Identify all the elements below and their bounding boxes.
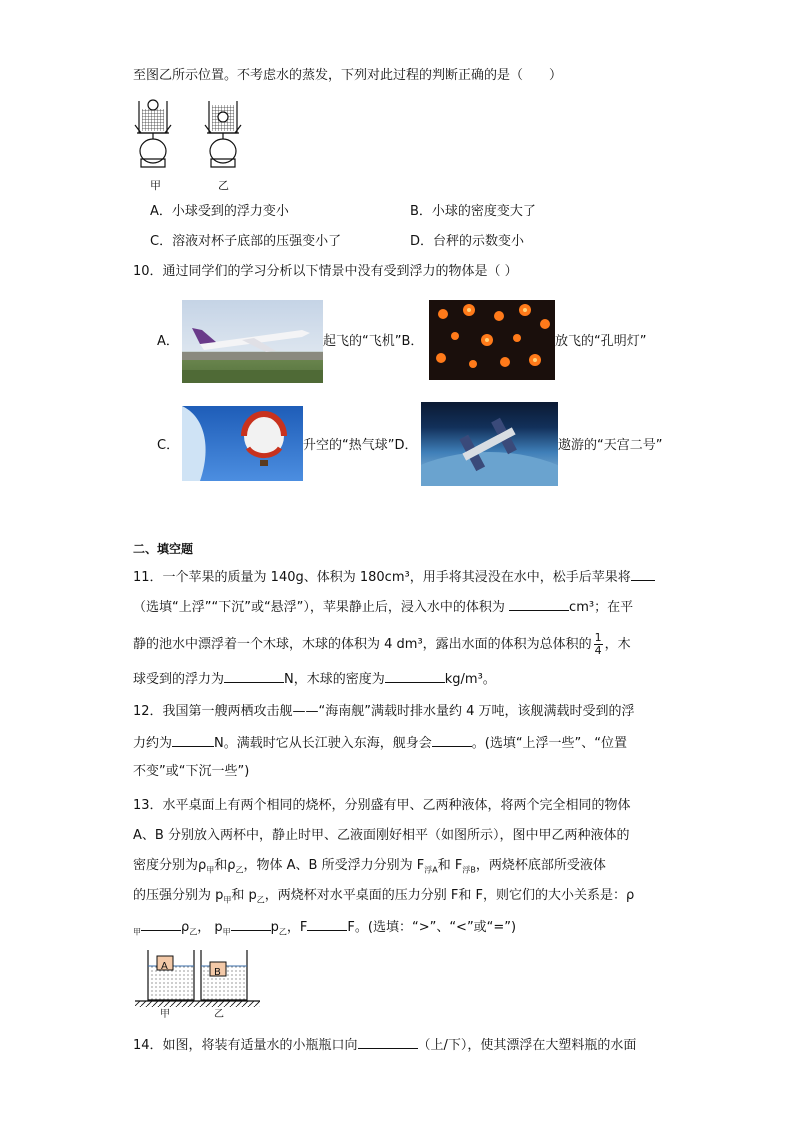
q12-line-2 — [133, 732, 627, 754]
sky-lanterns-photo — [429, 300, 555, 380]
fraction-numerator: 1 — [594, 631, 602, 644]
q9-fig-label-a: 甲 — [150, 179, 161, 192]
q14-text-1a: 14．如图，将装有适量水的小瓶瓶口向 — [133, 1038, 358, 1053]
q11-blank-3[interactable] — [224, 668, 284, 683]
q13-blank-3[interactable] — [307, 916, 347, 931]
q11-line-4 — [133, 668, 496, 690]
beaker-b — [201, 950, 247, 1000]
q13-text: 和ρ — [214, 858, 236, 873]
q11-text-3a: 静的池水中漂浮着一个木球，木球的体积为 4 dm³，露出水面的体积为总体积的 — [133, 637, 592, 652]
q12-text-2a: 力约为 — [133, 736, 173, 751]
q13-blank-1[interactable] — [141, 916, 181, 931]
q10-option-c-caption: 升空的“热气球”D． — [303, 438, 418, 453]
q11-blank-1[interactable] — [631, 566, 655, 581]
q12-blank-2[interactable] — [432, 732, 472, 747]
q13-text: ，F — [286, 920, 308, 935]
section-title: 二、填空题 — [133, 542, 194, 556]
q13-blank-2[interactable] — [231, 916, 271, 931]
q13-line-1: 13．水平桌面上有两个相同的烧杯，分别盛有甲、乙两种液体，将两个完全相同的物体 — [133, 798, 631, 813]
q13-text: 的压强分别为 p — [133, 888, 224, 903]
q13-fig-label-a: 甲 — [160, 1009, 170, 1020]
q11-line-1 — [133, 566, 655, 588]
q13-text: 和 p — [231, 888, 257, 903]
q11-blank-4[interactable] — [385, 668, 445, 683]
q9-stem-tail: 至图乙所示位置。不考虑水的蒸发，下列对此过程的判断正确的是（ ） — [133, 68, 563, 83]
airplane-photo — [182, 300, 323, 383]
q9-option-b: B．小球的密度变大了 — [410, 204, 536, 219]
fraction-denominator: 4 — [594, 644, 602, 657]
q13-subscript: 甲 — [223, 895, 232, 905]
object-a-label: A — [161, 961, 168, 972]
q13-subscript: 浮A — [424, 865, 438, 875]
q11-text-4c: kg/m³。 — [444, 672, 496, 687]
q14-blank-1[interactable] — [358, 1034, 418, 1049]
q13-line-2: A、B 分别放入两杯中，静止时甲、乙液面刚好相平（如图所示），图中甲乙两种液体的 — [133, 828, 630, 843]
hot-air-balloon-photo — [182, 406, 303, 481]
q11-text-4b: N，木球的密度为 — [284, 672, 385, 687]
object-b-label: B — [214, 967, 221, 978]
q11-text-3b: ，木 — [604, 637, 631, 652]
q13-subscript: 乙 — [189, 927, 198, 937]
q11-text-2a: （选填“上浮”“下沉”或“悬浮”），苹果静止后，浸入水中的体积为 — [133, 600, 510, 615]
q13-line-4 — [133, 886, 634, 911]
q13-text: ，物体 A、B 所受浮力分别为 F — [243, 858, 425, 873]
q9-option-a: A．小球受到的浮力变小 — [150, 204, 289, 219]
q13-subscript: 乙 — [256, 895, 265, 905]
q13-subscript: 浮B — [462, 865, 476, 875]
q12-line-1: 12．我国第一艘两栖攻击舰——“海南舰”满载时排水量约 4 万吨，该舰满载时受到的浮 — [133, 704, 635, 719]
q13-text: F。(选填：“>”、“<”或“=”) — [347, 920, 517, 935]
q11-text-1: 11．一个苹果的质量为 140g、体积为 180cm³，用手将其浸没在水中，松手后苹果将 — [133, 570, 631, 585]
scale-a — [135, 100, 171, 167]
q13-line-3 — [133, 856, 606, 881]
q11-line-3 — [133, 632, 631, 657]
q13-subscript: 甲 — [206, 865, 215, 875]
q13-text: p — [270, 920, 279, 935]
q12-text-2c: 。(选填“上浮一些”、“位置 — [471, 736, 628, 751]
scale-b — [205, 101, 241, 167]
q12-line-3: 不变”或“下沉一些”) — [133, 764, 250, 779]
q14-line-1 — [133, 1034, 636, 1056]
q13-text: ，两烧杯对水平桌面的压力分别 F和 F，则它们的大小关系是：ρ — [264, 888, 635, 903]
q10-option-a-caption: 起飞的“飞机”B． — [323, 334, 424, 349]
space-station-photo — [421, 402, 558, 486]
q13-subscript: 甲 — [222, 927, 231, 937]
q11-blank-2[interactable] — [509, 596, 569, 611]
q10-stem: 10．通过同学们的学习分析以下情景中没有受到浮力的物体是（ ） — [133, 264, 518, 279]
fraction — [594, 632, 603, 657]
q13-text: ，两烧杯底部所受液体 — [475, 858, 606, 873]
q10-option-a-letter: A． — [157, 334, 179, 349]
q10-option-c-letter: C． — [157, 438, 180, 453]
q14-text-1b: （上/下），使其漂浮在大塑料瓶的水面 — [417, 1038, 637, 1053]
q13-text: 和 F — [437, 858, 463, 873]
q9-fig-label-b: 乙 — [218, 179, 229, 192]
q13-text: 密度分别为ρ — [133, 858, 207, 873]
q13-fig-label-b: 乙 — [214, 1009, 224, 1020]
q13-subscript: 甲 — [133, 927, 141, 937]
q13-subscript: 乙 — [278, 927, 287, 937]
q9-option-d: D．台秤的示数变小 — [410, 234, 525, 249]
q10-option-b-caption: 放飞的“孔明灯” — [555, 334, 647, 349]
q11-text-2b: cm³；在平 — [569, 600, 634, 615]
q13-text: ρ — [181, 920, 190, 935]
q9-option-c: C．溶液对杯子底部的压强变小了 — [150, 234, 342, 249]
q11-line-2 — [133, 596, 633, 618]
q13-figure — [135, 946, 260, 1010]
q11-text-4a: 球受到的浮力为 — [133, 672, 225, 687]
q13-subscript: 乙 — [235, 865, 244, 875]
beaker-a — [148, 950, 194, 1000]
q13-text: ， p — [197, 920, 223, 935]
q10-option-d-caption: 遨游的“天宫二号” — [558, 438, 663, 453]
q13-line-5 — [133, 916, 516, 943]
q12-blank-1[interactable] — [172, 732, 214, 747]
q12-text-2b: N。满载时它从长江驶入东海，舰身会 — [214, 736, 432, 751]
